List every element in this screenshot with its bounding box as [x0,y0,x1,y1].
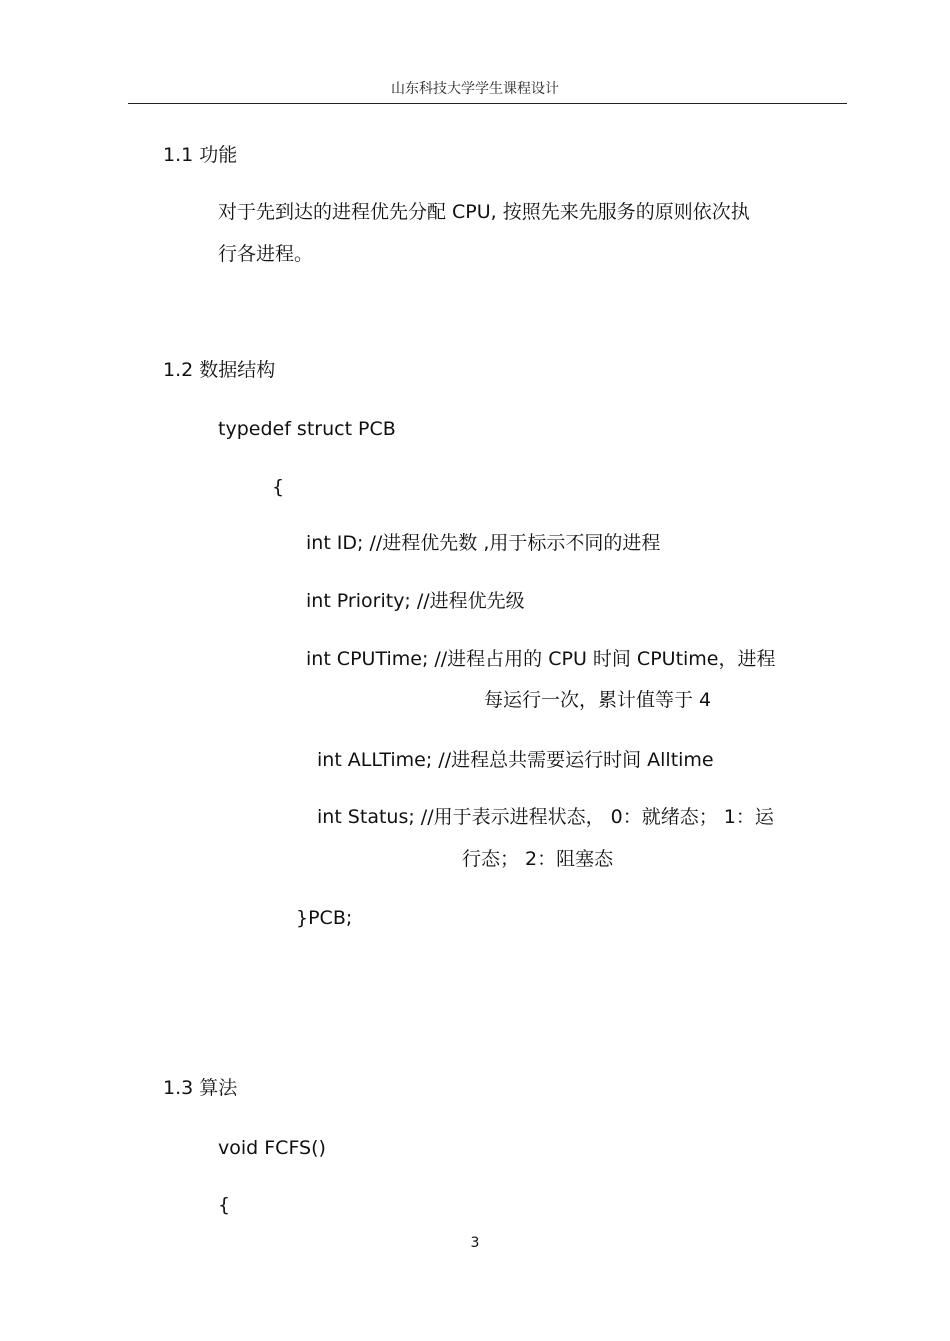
code-field-status: int Status; //用于表示进程状态， 0：就绪态； 1：运 [317,806,774,828]
code-open-brace: { [218,1194,231,1216]
code-field-cputime-cont: 每运行一次，累计值等于 4 [484,689,712,711]
code-line: void FCFS() [218,1137,326,1159]
code-close-brace: }PCB; [296,907,353,929]
paragraph-line: 行各进程。 [218,243,314,265]
section-heading-function: 1.1 功能 [163,144,238,166]
code-field-priority: int Priority; //进程优先级 [306,590,525,612]
page-number: 3 [470,1235,480,1251]
header-divider [128,103,847,104]
header-title: 山东科技大学学生课程设计 [391,81,559,97]
code-field-cputime: int CPUTime; //进程占用的 CPU 时间 CPUtime，进程 [306,648,776,670]
code-open-brace: { [272,476,285,498]
section-heading-algorithm: 1.3 算法 [163,1077,238,1099]
code-field-id: int ID; //进程优先数 ,用于标示不同的进程 [306,532,661,554]
code-field-alltime: int ALLTime; //进程总共需要运行时间 Alltime [317,749,714,771]
code-field-status-cont: 行态； 2：阻塞态 [462,848,614,870]
paragraph-line: 对于先到达的进程优先分配 CPU, 按照先来先服务的原则依次执 [218,201,750,223]
code-line: typedef struct PCB [218,418,396,440]
section-heading-data-structure: 1.2 数据结构 [163,359,276,381]
